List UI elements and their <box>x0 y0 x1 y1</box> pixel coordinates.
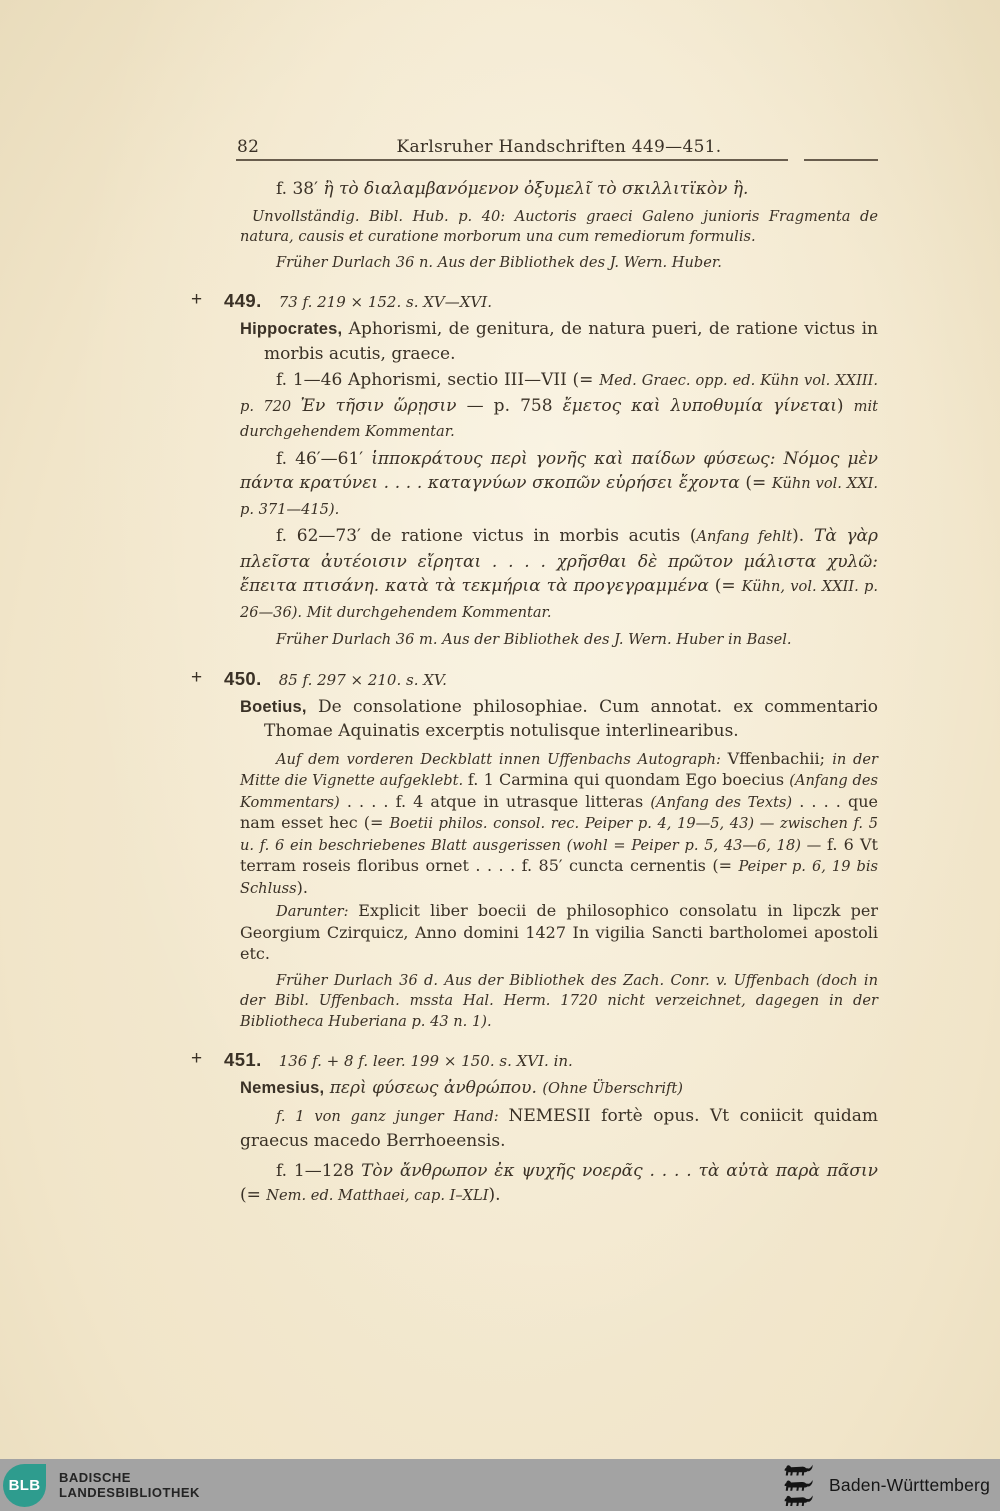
content-paragraph <box>240 447 878 523</box>
greek-run: περὶ φύσεως ἀνθρώπου. <box>324 1078 543 1098</box>
text-column <box>191 177 879 1209</box>
state-name: Baden-Württemberg <box>829 1474 990 1495</box>
greek-run: Τὰ γὰρ πλεῖστα ἀυτέοισιν εἴρηται . . . . χρῆσθαι δὲ πρῶτον μάλιστα χυλῶ: ἔπειτα πτισάνη. κατὰ τὰ τεκμήρια τὰ προγεγραμμένα <box>240 526 878 596</box>
greek-run: Ἐν τῆσιν ὥρῃσιν <box>300 395 457 416</box>
library-name <box>59 1470 200 1501</box>
state-branding <box>783 1464 990 1507</box>
library-name-line1: BADISCHE <box>59 1469 131 1485</box>
author-name: Hippocrates, <box>240 320 343 338</box>
header-rule <box>236 159 878 161</box>
entry-collation: 73 f. 219 × 152. s. XV—XVI. <box>278 293 492 311</box>
text-run: Kühn, vol. XXII. p. 26—36). Mit durchgehendem Kommentar. <box>240 578 878 621</box>
entry-number: 451. <box>224 1049 262 1070</box>
author-title-line <box>240 695 878 744</box>
greek-run: ἔμετος καὶ λυποθυμία γίνεται <box>562 395 837 416</box>
content-paragraph <box>240 1159 878 1209</box>
plus-mark: + <box>191 289 203 310</box>
blb-logo-text: BLB <box>8 1476 41 1494</box>
provenance-note <box>240 253 878 274</box>
text-run: f. 38′ <box>276 179 324 199</box>
blb-logo <box>3 1464 46 1507</box>
text-run: Früher Durlach 36 m. Aus der Bibliothek des J. Wern. Huber in Basel. <box>276 631 792 648</box>
text-run: ) <box>836 395 854 416</box>
entry-number: 449. <box>224 290 262 311</box>
provenance-note <box>240 971 878 1033</box>
text-run: Anfang fehlt <box>696 528 793 545</box>
author-name: Boetius, <box>240 697 307 716</box>
text-run: Med. Graec. opp. ed. Kühn vol. XXIII. p. 720 <box>240 372 879 415</box>
content-paragraph <box>240 368 878 445</box>
note-paragraph <box>240 749 878 900</box>
text-run: f. 1—128 <box>276 1160 362 1181</box>
entry-450 <box>191 666 878 1033</box>
note-paragraph <box>240 901 878 966</box>
plus-mark: + <box>191 1048 203 1069</box>
entry-collation: 85 f. 297 × 210. s. XV. <box>278 670 447 689</box>
greek-run: ἱπποκράτους περὶ γονῆς καὶ παίδων φύσεως: Νόμος μὲν πάντα κρατύνει . . . . καταγνύων σκοπῶν εὑρήσει ἔχοντα <box>240 448 878 493</box>
text-run: f. 6 Vt terram roseis floribus ornet . . . . f. 85′ cuncta cernentis (= <box>240 834 878 875</box>
text-run: Aphorismi, de genitura, de natura pueri, de ratione victus in morbis acutis, graece. <box>264 319 878 364</box>
entry-heading <box>191 288 878 315</box>
entry-449 <box>191 288 879 651</box>
text-run: f. 46′—61′ <box>276 448 372 469</box>
text-run: in der Mitte die Vignette aufgeklebt. <box>240 750 878 789</box>
text-run: Darunter: <box>276 903 359 920</box>
content-paragraph <box>240 524 878 625</box>
greek-run: ἢ τὸ διαλαμβανόμενον ὀξυμελῖ τὸ σκιλλιτϊκὸν ἢ. <box>323 179 749 199</box>
text-run: Kühn vol. XXI. p. 371—415). <box>240 475 878 518</box>
text-run: ). <box>296 877 308 897</box>
text-run: f. 1 von ganz junger Hand: <box>276 1107 509 1125</box>
running-header <box>237 136 878 158</box>
text-run: NEMESII fortè opus. Vt coniicit quidam graecus macedo Berrhoeensis. <box>240 1105 879 1151</box>
header-title: Karlsruher Handschriften 449—451. <box>396 137 722 157</box>
text-run: Peiper p. 6, 19 bis Schluss <box>240 858 878 897</box>
entry-heading <box>191 666 878 693</box>
text-run: De consolatione philosophiae. Cum annotat. ex commentario Thomae Aquinatis excerptis notulisque interlinearibus. <box>264 696 878 741</box>
provenance-note <box>240 630 878 651</box>
text-run: Explicit liber boecii de philosophico consolatu in lipczk per Georgium Czirquicz, Anno domini 1427 In vigilia Sancti bartholomei apostoli etc. <box>240 901 878 963</box>
text-run: (= <box>708 576 742 596</box>
text-run: Vffenbachii; <box>727 748 833 768</box>
library-footer-bar <box>0 1459 1000 1511</box>
text-run: (Anfang des Kommentars) <box>240 772 878 811</box>
text-run: Auf dem vorderen Deckblatt innen Uffenbachs Autograph: <box>276 750 728 768</box>
text-run: f. 1 Carmina qui quondam Ego boecius <box>467 770 790 789</box>
text-run: (Ohne Überschrift) <box>542 1080 683 1097</box>
greek-run: Τὸν ἄνθρωπον ἐκ ψυχῆς νοερᾶς . . . . τὰ αὐτὰ παρὰ πᾶσιν <box>361 1160 878 1181</box>
text-run: Nem. ed. Matthaei, cap. I–XLI <box>266 1187 489 1204</box>
page-number: 82 <box>237 137 260 157</box>
text-run: (Anfang des Texts) <box>650 793 793 811</box>
text-run: — p. 758 <box>456 395 563 416</box>
entry-451 <box>191 1047 879 1209</box>
text-run: ). <box>488 1185 501 1205</box>
text-run: f. 62—73′ de ratione victus in morbis acutis ( <box>276 526 697 546</box>
note-paragraph <box>240 207 878 248</box>
entry-number: 450. <box>224 667 262 689</box>
author-title-line <box>240 1076 878 1102</box>
plus-mark: + <box>191 666 203 688</box>
text-run: (= <box>240 1185 267 1205</box>
bw-lions-icon <box>783 1464 816 1507</box>
text-run: f. 1—46 Aphorismi, sectio III—VII (= <box>276 370 600 390</box>
incipit-line <box>240 177 878 202</box>
author-title-line <box>240 317 878 366</box>
text-run: mit durchgehendem Kommentar. <box>240 397 878 440</box>
content-paragraph <box>240 1104 878 1154</box>
text-run: Früher Durlach 36 n. Aus der Bibliothek des J. Wern. Huber. <box>276 253 722 271</box>
text-run: ). <box>792 526 814 546</box>
library-name-line2: LANDESBIBLIOTHEK <box>59 1485 200 1500</box>
text-run: Unvollständig. Bibl. Hub. p. 40: Auctoris graeci Galeno junioris Fragmenta de natura, causis et curatione morborum una cum remediorum formulis. <box>240 207 878 245</box>
text-run: Boetii philos. consol. rec. Peiper p. 4, 19—5, 43) — zwischen f. 5 u. f. 6 ein beschriebenes Blatt ausgerissen (wohl = Peiper p. 5, 43—6, 18) — <box>240 815 878 854</box>
text-run: . . . . que nam esset hec (= <box>240 791 878 832</box>
author-name: Nemesius, <box>240 1079 325 1097</box>
entry-heading <box>191 1047 878 1074</box>
entry-collation: 136 f. + 8 f. leer. 199 × 150. s. XVI. in. <box>278 1052 573 1070</box>
text-run: Früher Durlach 36 d. Aus der Bibliothek des Zach. Conr. v. Uffenbach (doch in der Bibl. Uffenbach. mssta Hal. Herm. 1720 nicht verzeichnet, dagegen in der Bibliotheca Huberiana p. 43 n. 1). <box>240 971 878 1030</box>
text-run: . . . . f. 4 atque in utrasque litteras <box>339 791 651 811</box>
text-run: (= <box>739 473 772 493</box>
